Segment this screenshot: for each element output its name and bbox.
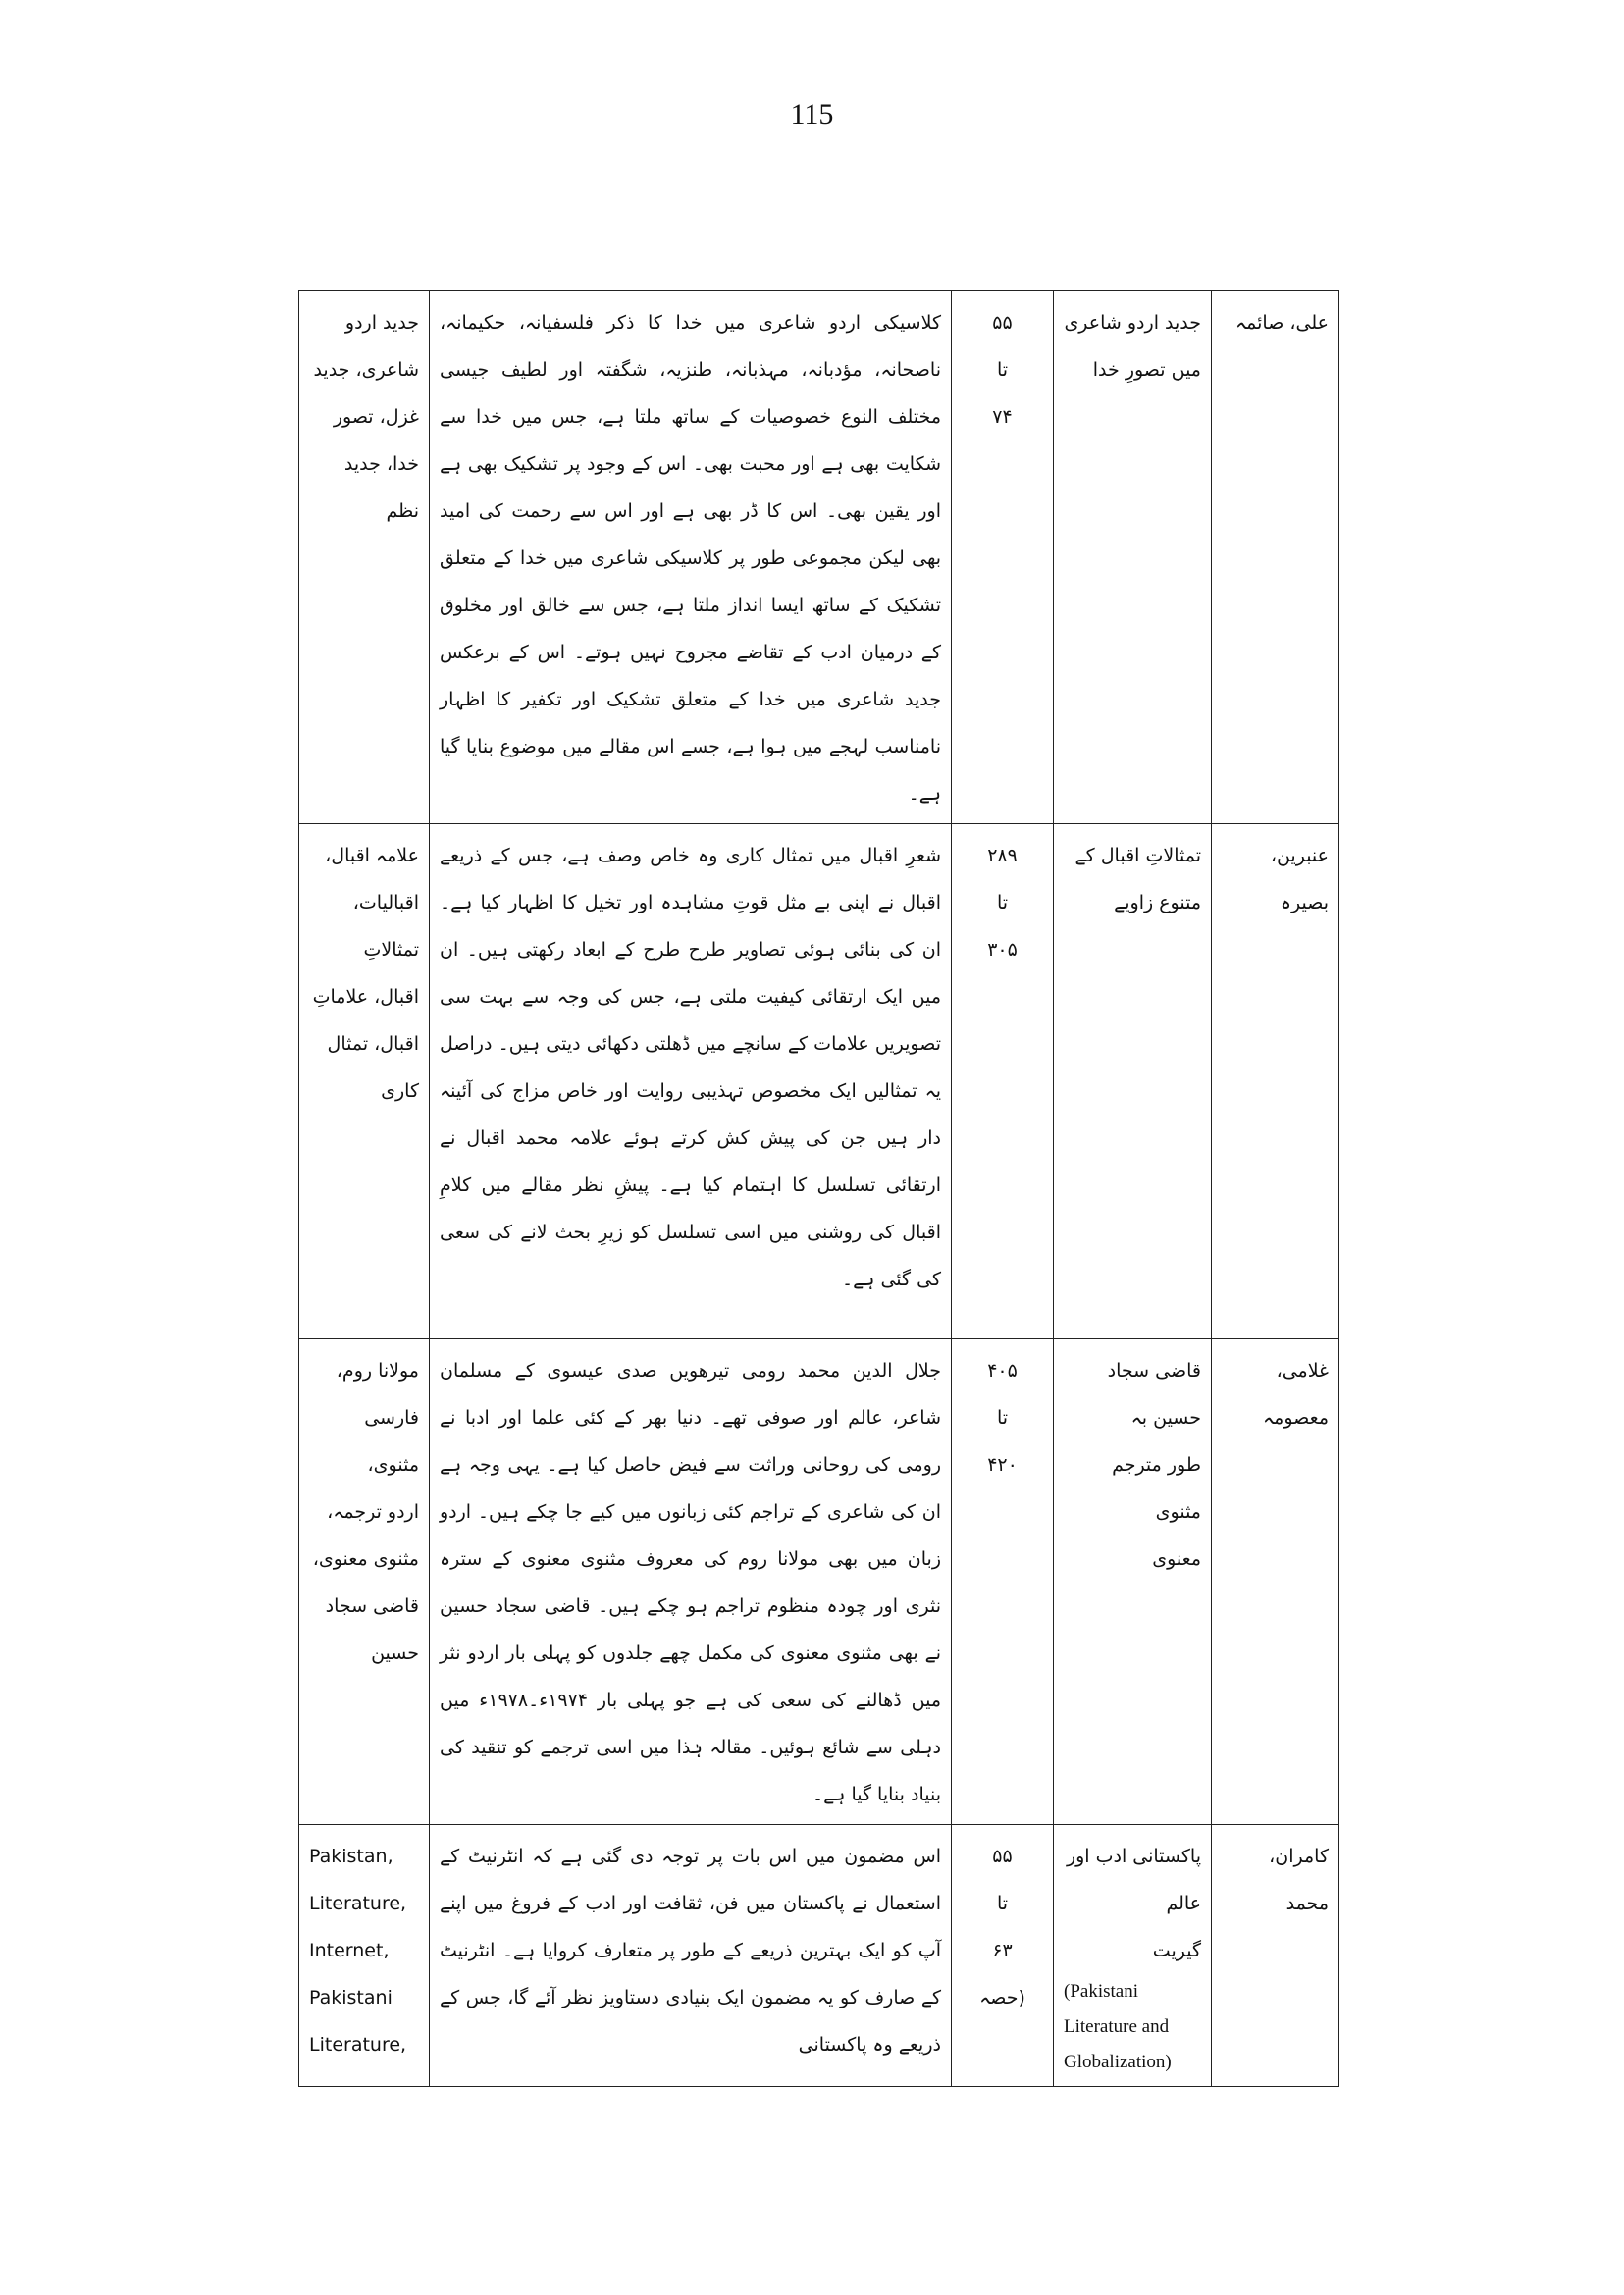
keyword-line: Literature, [309,1893,407,1914]
page-separator: تا [996,892,1009,913]
author-line: علی، صائمہ [1235,312,1329,334]
author-line: معصومہ [1263,1407,1329,1429]
keyword-line: حسین [371,1643,419,1664]
page-start: ۲۸۹ [987,845,1018,866]
page-separator: تا [996,1407,1009,1429]
title-line: متنوع زاویے [1114,892,1201,913]
pages-cell [952,1825,1054,2087]
keywords-cell [299,824,430,1339]
page-start: ۴۰۵ [987,1360,1018,1382]
author-cell [1212,1825,1339,2087]
title-line: پاکستانی ادب اور عالم [1066,1846,1201,1914]
author-cell [1212,291,1339,824]
title-line: جدید اردو شاعری [1064,312,1201,334]
page-separator: تا [996,1893,1009,1914]
keywords-cell [299,291,430,824]
pages-cell [952,824,1054,1339]
keyword-line: Pakistani [309,1987,393,2008]
title-line: طور مترجم مثنوی [1112,1454,1201,1523]
keywords-cell [299,1339,430,1825]
keyword-line: اقبال، تمثال [327,1033,419,1055]
abstract-cell: شعرِ اقبال میں تمثال کاری وہ خاص وصف ہے، جس کے ذریعے اقبال نے اپنی بے مثل قوتِ مشاہدہ اور تخیل کا اظہار کیا ہے۔ ان کی بنائی ہوئی تصاویر طرح طرح کے ابعاد رکھتی ہیں۔ ان میں ایک ارتقائی کیفیت ملتی ہے، جس کی وجہ سے بہت سی تصویریں علامات کے سانچے میں ڈھلتی دکھائی دیتی ہیں۔ دراصل یہ تمثالیں ایک مخصوص تہذیبی روایت اور خاص مزاج کی آئینہ دار ہیں جن کی پیش کش کرتے ہوئے علامہ محمد اقبال نے ارتقائی تسلسل کا اہتمام کیا ہے۔ پیشِ نظر مقالے میں کلامِ اقبال کی روشنی میں اسی تسلسل کو زیرِ بحث لانے کی سعی کی گئی ہے۔ [430,824,952,1339]
title-cell [1054,824,1212,1339]
page-end: ۷۴ [992,406,1013,428]
title-line: معنوی [1152,1548,1201,1570]
author-cell [1212,1339,1339,1825]
author-line: غلامی، [1276,1360,1329,1382]
abstract-cell: کلاسیکی اردو شاعری میں خدا کا ذکر فلسفیانہ، حکیمانہ، ناصحانہ، مؤدبانہ، مہذبانہ، طنزیہ، شگفتہ اور لطیف جیسی مختلف النوع خصوصیات کے ساتھ ملتا ہے، جس میں خدا سے شکایت بھی ہے اور محبت بھی۔ اس کے وجود پر تشکیک بھی ہے اور یقین بھی۔ اس کا ڈر بھی ہے اور اس سے رحمت کی امید بھی لیکن مجموعی طور پر کلاسیکی شاعری میں خدا کے متعلق تشکیک کے ساتھ ایسا انداز ملتا ہے، جس سے خالق اور مخلوق کے درمیان ادب کے تقاضے مجروح نہیں ہوتے۔ اس کے برعکس جدید شاعری میں خدا کے متعلق تشکیک اور تکفیر کا اظہار نامناسب لہجے میں ہوا ہے، جسے اس مقالے میں موضوع بنایا گیا ہے۔ [430,291,952,824]
table-row [299,824,1339,1339]
keyword-line: Literature, [309,2034,407,2056]
page-start: ۵۵ [992,312,1013,334]
table-row [299,291,1339,824]
title-line: میں تصورِ خدا [1092,359,1201,381]
pages-cell [952,291,1054,824]
title-line: گیریت [1152,1940,1201,1961]
page-note: (حصہ [979,1987,1025,2008]
author-cell [1212,824,1339,1339]
keyword-line: جدید اردو [344,312,419,334]
title-english-line: Literature and [1064,2016,1170,2037]
keyword-line: فارسی مثنوی، [364,1407,419,1476]
title-cell [1054,1339,1212,1825]
keyword-line: شاعری، جدید [313,359,419,381]
page-end: ۴۲۰ [987,1454,1018,1476]
keyword-line: علامہ اقبال، [325,845,419,866]
abstract-cell: جلال الدین محمد رومی تیرھویں صدی عیسوی کے مسلمان شاعر، عالم اور صوفی تھے۔ دنیا بھر کے کئی علما اور ادبا نے رومی کی روحانی وراثت سے فیض حاصل کیا ہے۔ یہی وجہ ہے ان کی شاعری کے تراجم کئی زبانوں میں کیے جا چکے ہیں۔ اردو زبان میں بھی مولانا روم کی معروف مثنوی معنوی کے سترہ نثری اور چودہ منظوم تراجم ہو چکے ہیں۔ قاضی سجاد حسین نے بھی مثنوی معنوی کی مکمل چھے جلدوں کو پہلی بار اردو نثر میں ڈھالنے کی سعی کی ہے جو پہلی بار ۱۹۷۴ء۔۱۹۷۸ء میں دہلی سے شائع ہوئیں۔ مقالہ ہٰذا میں اسی ترجمے کو تنقید کی بنیاد بنایا گیا ہے۔ [430,1339,952,1825]
title-line: تمثالاتِ اقبال کے [1074,845,1201,866]
keyword-line: خدا، جدید نظم [343,453,419,522]
title-line: قاضی سجاد حسین بہ [1107,1360,1201,1429]
keyword-line: کاری [381,1080,419,1102]
page-end: ۳۰۵ [987,939,1018,961]
keyword-line: Internet, [309,1940,390,1961]
keyword-line: مثنوی معنوی، [312,1548,419,1570]
keywords-cell [299,1825,430,2087]
page-end: ۶۳ [992,1940,1013,1961]
author-line: کامران، محمد [1269,1846,1329,1914]
page-separator: تا [996,359,1009,381]
keyword-line: تمثالاتِ [363,939,419,961]
table-row [299,1339,1339,1825]
title-cell [1054,291,1212,824]
title-english-line: Globalization) [1064,2052,1172,2072]
keyword-line: غزل، تصور [333,406,419,428]
abstract-cell: اس مضمون میں اس بات پر توجہ دی گئی ہے کہ انٹرنیٹ کے استعمال نے پاکستان میں فن، ثقافت اور ادب کے فروغ میں اپنے آپ کو ایک بہترین ذریعے کے طور پر متعارف کروایا ہے۔ انٹرنیٹ کے صارف کو یہ مضمون ایک بنیادی دستاویز نظر آئے گا، جس کے ذریعے وہ پاکستانی [430,1825,952,2087]
keyword-line: مولانا روم، [336,1360,419,1382]
keyword-line: Pakistan, [309,1846,393,1867]
bibliography-table [298,290,1339,2087]
keyword-line: اقبال، علاماتِ [312,986,419,1008]
keyword-line: اقبالیات، [352,892,419,913]
keyword-line: اردو ترجمہ، [327,1501,419,1523]
table-row [299,1825,1339,2087]
title-cell [1054,1825,1212,2087]
page-number: 115 [790,98,834,130]
author-line: بصیرہ [1280,892,1329,913]
title-english-line: (Pakistani [1064,1981,1138,2002]
pages-cell [952,1339,1054,1825]
page-start: ۵۵ [992,1846,1013,1867]
keyword-line: قاضی سجاد [325,1595,419,1617]
author-line: عنبرین، [1270,845,1329,866]
